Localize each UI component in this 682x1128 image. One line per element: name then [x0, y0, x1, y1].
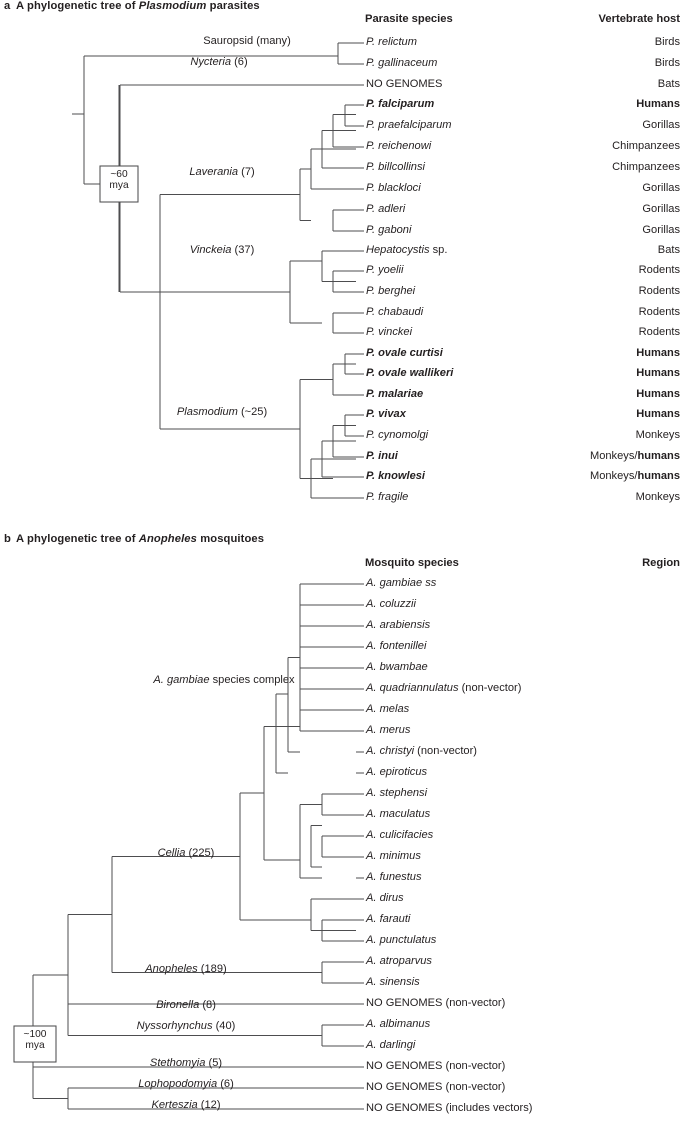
tip-species-name: A. christyi — [366, 745, 415, 757]
panel-b-title-pre: A phylogenetic tree of — [16, 533, 139, 545]
tip-label — [366, 956, 432, 967]
panel-b-region-column-header: Region — [642, 557, 680, 569]
clade-count: (225) — [185, 847, 215, 859]
tip-species-name: P. billcollinsi — [366, 161, 425, 173]
tip-species-name: A. dirus — [366, 892, 404, 904]
tip-species-name: A. merus — [366, 724, 411, 736]
host-label: Humans — [636, 347, 680, 359]
panel-a-mya-line1: ~60 — [110, 169, 128, 180]
tip-species-name: P. chabaudi — [366, 306, 424, 318]
clade-name: Cellia — [157, 847, 186, 859]
tip-species-name: P. berghei — [366, 285, 416, 297]
tip-label — [366, 830, 433, 841]
clade-count: (189) — [197, 963, 227, 975]
host-label: Birds — [654, 57, 680, 69]
clade-count: (~25) — [237, 406, 268, 418]
tip-qualifier: (non-vector) — [414, 745, 477, 757]
panel-a-letter: a — [4, 0, 11, 12]
tip-label — [366, 1061, 505, 1072]
panel-b-title-post: mosquitoes — [196, 533, 265, 545]
tip-species-name: A. epiroticus — [366, 766, 428, 778]
tip-label — [366, 977, 420, 988]
tip-species-name: A. sinensis — [366, 976, 420, 988]
clade-count: (many) — [253, 35, 291, 47]
tip-species-name: A. maculatus — [366, 808, 431, 820]
host-human-emphasis: humans — [637, 450, 680, 462]
tip-label — [366, 641, 426, 652]
clade-count: (6) — [217, 1078, 234, 1090]
tip-label — [366, 1019, 430, 1030]
clade-label — [96, 848, 276, 859]
host-label: Humans — [636, 408, 680, 420]
host-label: Gorillas — [642, 224, 680, 236]
panel-a-species-column-header: Parasite species — [365, 13, 453, 25]
host-label: Humans — [636, 388, 680, 400]
clade-name: Lophopodomyia — [138, 1078, 218, 1090]
clade-name: Stethomyia — [149, 1057, 206, 1069]
tip-species-name: P. malariae — [366, 388, 424, 400]
clade-count: (6) — [231, 56, 248, 68]
tip-qualifier: NO GENOMES — [366, 78, 443, 90]
tip-species-name: A. stephensi — [366, 787, 428, 799]
tip-label — [366, 746, 477, 757]
clade-label — [96, 1000, 276, 1011]
clade-label — [134, 675, 314, 686]
clade-count: (40) — [212, 1020, 236, 1032]
tip-species-name: A. arabiensis — [366, 619, 431, 631]
panel-a-title-pre: A phylogenetic tree of — [16, 0, 139, 12]
tip-label — [366, 1103, 532, 1114]
tip-species-name: P. falciparum — [366, 98, 435, 110]
clade-name: Kerteszia — [151, 1099, 198, 1111]
host-label: Chimpanzees — [612, 161, 680, 173]
tip-species-name: P. reichenowi — [366, 140, 432, 152]
clade-count: (37) — [231, 244, 255, 256]
clade-name: Bironella — [156, 999, 200, 1011]
clade-count: (5) — [205, 1057, 223, 1069]
tip-label — [366, 704, 409, 715]
tip-label — [366, 998, 505, 1009]
tip-label — [366, 809, 430, 820]
host-label: Rodents — [638, 264, 680, 276]
clade-label — [96, 1079, 276, 1090]
host-label: Rodents — [638, 326, 680, 338]
host-label: Monkeys/humans — [589, 450, 680, 462]
host-label: Gorillas — [642, 182, 680, 194]
tip-label — [366, 914, 410, 925]
panel-b-species-column-header: Mosquito species — [365, 557, 459, 569]
host-label: Humans — [636, 98, 680, 110]
clade-name: Laverania — [189, 166, 239, 178]
host-label: Rodents — [638, 306, 680, 318]
clade-name: Nycteria — [190, 56, 232, 68]
tip-label — [366, 851, 421, 862]
panel-a-title-post: parasites — [206, 0, 260, 12]
tip-label — [366, 662, 428, 673]
tip-label — [366, 683, 521, 694]
tip-label — [366, 872, 422, 883]
clade-count: species complex — [209, 674, 295, 686]
tip-species-name: A. farauti — [366, 913, 411, 925]
host-label: Humans — [636, 367, 680, 379]
tip-species-name: A. melas — [366, 703, 410, 715]
clade-name: Anopheles — [145, 963, 198, 975]
clade-name: Nyssorhynchus — [136, 1020, 213, 1032]
tip-species-name: P. inui — [366, 450, 398, 462]
host-label: Rodents — [638, 285, 680, 297]
tip-species-name: A. albimanus — [366, 1018, 431, 1030]
host-label: Birds — [654, 36, 680, 48]
clade-name: A. gambiae — [153, 674, 210, 686]
clade-count: (12) — [197, 1099, 221, 1111]
clade-label — [96, 1021, 276, 1032]
clade-label — [96, 1100, 276, 1111]
tip-label — [366, 1040, 415, 1051]
host-label: Monkeys — [635, 429, 680, 441]
host-label: Monkeys/humans — [589, 470, 680, 482]
panel-a-host-column-header: Vertebrate host — [598, 13, 680, 25]
tip-species-name: P. gaboni — [366, 224, 412, 236]
tip-species-name: P. praefalciparum — [366, 119, 452, 131]
clade-count: (8) — [199, 999, 216, 1011]
tip-label — [366, 788, 427, 799]
host-human-emphasis: humans — [637, 470, 680, 482]
tip-species-name: A. minimus — [366, 850, 421, 862]
tip-label — [366, 767, 427, 778]
host-label: Bats — [657, 78, 680, 90]
tip-species-name: P. ovale wallikeri — [366, 367, 454, 379]
clade-name: Plasmodium — [176, 406, 238, 418]
tip-species-name: Hepatocystis — [366, 244, 430, 256]
host-label: Monkeys — [635, 491, 680, 503]
panel-a-mya-line2: mya — [109, 179, 129, 191]
tip-label — [366, 578, 436, 589]
tip-species-name: P. vivax — [366, 408, 406, 420]
tip-species-name: A. culicifacies — [366, 829, 434, 841]
clade-label — [96, 1058, 276, 1069]
tip-species-name: P. yoelii — [366, 264, 404, 276]
tip-species-name: A. fontenillei — [366, 640, 427, 652]
tip-species-name: P. cynomolgi — [366, 429, 429, 441]
panel-b-mya-line2: mya — [25, 1039, 45, 1051]
tip-label — [366, 725, 410, 736]
host-label: Gorillas — [642, 203, 680, 215]
clade-name: Vinckeia — [189, 244, 232, 256]
tip-qualifier: NO GENOMES (non-vector) — [366, 997, 506, 1009]
tip-species-name: P. gallinaceum — [366, 57, 438, 69]
tip-qualifier: (non-vector) — [458, 682, 522, 694]
tip-label — [366, 599, 416, 610]
tip-qualifier: NO GENOMES (includes vectors) — [366, 1102, 533, 1114]
host-label: Chimpanzees — [612, 140, 680, 152]
tip-species-name: A. quadriannulatus — [366, 682, 459, 694]
tip-species-name: A. atroparvus — [366, 955, 432, 967]
tip-species-name: P. fragile — [366, 491, 409, 503]
clade-label — [96, 964, 276, 975]
tip-species-name: A. bwambae — [366, 661, 428, 673]
panel-b-title-italic: Anopheles — [138, 533, 197, 545]
clade-name: Sauropsid — [203, 35, 254, 47]
tip-species-name: P. adleri — [366, 203, 406, 215]
tip-species-name: P. blackloci — [366, 182, 421, 194]
tip-qualifier: NO GENOMES (non-vector) — [366, 1060, 506, 1072]
tip-qualifier: sp. — [429, 244, 448, 256]
panel-a-title-italic: Plasmodium — [138, 0, 207, 12]
tip-label — [366, 620, 430, 631]
tip-species-name: A. darlingi — [366, 1039, 416, 1051]
tip-label — [366, 893, 404, 904]
tip-species-name: A. punctulatus — [366, 934, 437, 946]
clade-count: (7) — [238, 166, 255, 178]
tip-label — [366, 935, 436, 946]
panel-b-mya-label — [14, 1030, 56, 1051]
panel-b-mya-line1: ~100 — [23, 1029, 47, 1040]
host-label: Bats — [657, 244, 680, 256]
tip-species-name: A. funestus — [366, 871, 422, 883]
tip-species-name: P. vinckei — [366, 326, 413, 338]
tip-species-name: P. relictum — [366, 36, 417, 48]
panel-b-letter: b — [4, 533, 11, 545]
tip-species-name: P. knowlesi — [366, 470, 425, 482]
tip-species-name: P. ovale curtisi — [366, 347, 443, 359]
tip-qualifier: NO GENOMES (non-vector) — [366, 1081, 506, 1093]
tip-label — [366, 1082, 505, 1093]
tip-species-name: A. gambiae ss — [366, 577, 437, 589]
host-label: Gorillas — [642, 119, 680, 131]
tip-species-name: A. coluzzii — [366, 598, 416, 610]
